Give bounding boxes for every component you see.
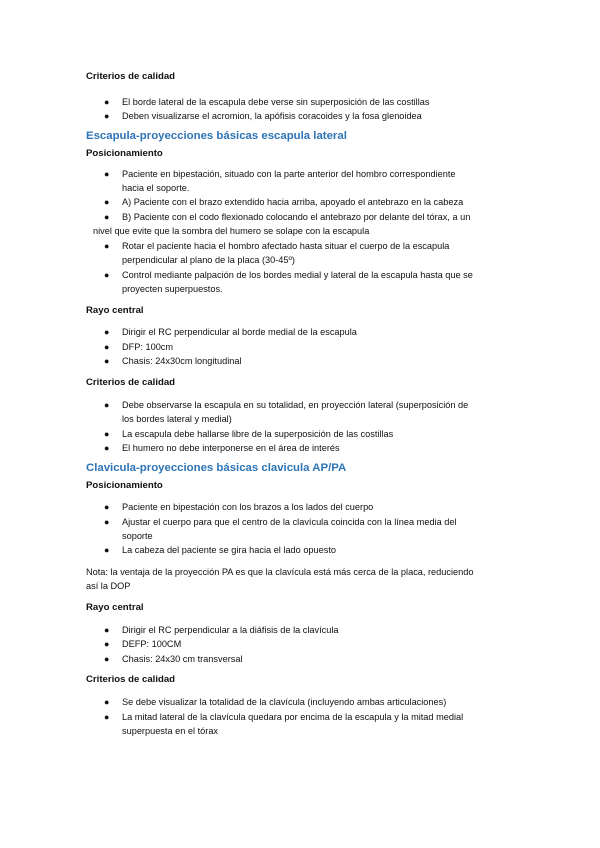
- central-ray-heading: Rayo central: [86, 305, 144, 316]
- list-item: Ajustar el cuerpo para que el centro de la clavícula coincida con la línea media del: [122, 517, 457, 527]
- bullet-icon: ●: [104, 169, 110, 179]
- section-title: Clavicula-proyecciones básicas clavicula AP/PA: [86, 462, 347, 474]
- bullet-icon: ●: [104, 712, 110, 722]
- bullet-icon: ●: [104, 212, 110, 222]
- list-item: B) Paciente con el codo flexionado colocando el antebrazo por delante del tórax, a un: [122, 212, 471, 222]
- bullet-icon: ●: [104, 356, 110, 366]
- note-paragraph: Nota: la ventaja de la proyección PA es que la clavícula está más cerca de la placa, reduciendo: [86, 567, 474, 577]
- quality-heading: Criterios de calidad: [86, 377, 176, 388]
- list-item: Paciente en bipestación, situado con la parte anterior del hombro correspondiente: [122, 169, 456, 179]
- list-item: Dirigir el RC perpendicular al borde medial de la escapula: [122, 327, 357, 337]
- list-item: El borde lateral de la escapula debe verse sin superposición de las costillas: [122, 97, 430, 107]
- bullet-icon: ●: [104, 502, 110, 512]
- quality-heading: Criterios de calidad: [86, 71, 176, 82]
- bullet-icon: ●: [104, 625, 110, 635]
- bullet-icon: ●: [104, 697, 110, 707]
- list-item: DFP: 100cm: [122, 342, 174, 352]
- list-item: Dirigir el RC perpendicular a la diáfisis de la clavícula: [122, 625, 339, 635]
- positioning-heading: Posicionamiento: [86, 148, 163, 159]
- bullet-icon: ●: [104, 327, 110, 337]
- list-item-continuation: soporte: [122, 531, 153, 541]
- list-item: La cabeza del paciente se gira hacia el lado opuesto: [122, 545, 337, 555]
- list-item-continuation: proyecten superpuestos.: [122, 284, 223, 294]
- bullet-icon: ●: [104, 197, 110, 207]
- list-item: DEFP: 100CM: [122, 639, 182, 649]
- note-paragraph-continuation: así la DOP: [86, 581, 131, 591]
- list-item: Chasis: 24x30cm longitudinal: [122, 356, 242, 366]
- bullet-icon: ●: [104, 342, 110, 352]
- list-item: Deben visualizarse el acromion, la apófisis coracoides y la fosa glenoidea: [122, 111, 422, 121]
- quality-heading: Criterios de calidad: [86, 674, 176, 685]
- list-item-continuation: perpendicular al plano de la placa (30-45º): [122, 255, 295, 265]
- list-item: A) Paciente con el brazo extendido hacia arriba, apoyado el antebrazo en la cabeza: [122, 197, 464, 207]
- section-title: Escapula-proyecciones básicas escapula lateral: [86, 130, 347, 142]
- list-item: Se debe visualizar la totalidad de la clavícula (incluyendo ambas articulaciones): [122, 697, 447, 707]
- central-ray-heading: Rayo central: [86, 602, 144, 613]
- bullet-icon: ●: [104, 545, 110, 555]
- bullet-icon: ●: [104, 400, 110, 410]
- bullet-icon: ●: [104, 429, 110, 439]
- bullet-icon: ●: [104, 639, 110, 649]
- list-item-continuation: superpuesta en el tórax: [122, 726, 219, 736]
- list-item-continuation: los bordes lateral y medial): [122, 414, 232, 424]
- bullet-icon: ●: [104, 443, 110, 453]
- list-item: La escapula debe hallarse libre de la superposición de las costillas: [122, 429, 394, 439]
- list-item: El humero no debe interponerse en el área de interés: [122, 443, 340, 453]
- list-item-continuation: hacia el soporte.: [122, 183, 190, 193]
- bullet-icon: ●: [104, 241, 110, 251]
- list-item-continuation: nivel que evite que la sombra del humero se solape con la escapula: [93, 226, 370, 236]
- bullet-icon: ●: [104, 270, 110, 280]
- list-item: La mitad lateral de la clavícula quedara por encima de la escapula y la mitad medial: [122, 712, 464, 722]
- bullet-icon: ●: [104, 517, 110, 527]
- bullet-icon: ●: [104, 97, 110, 107]
- positioning-heading: Posicionamiento: [86, 480, 163, 491]
- list-item: Paciente en bipestación con los brazos a los lados del cuerpo: [122, 502, 374, 512]
- list-item: Debe observarse la escapula en su totalidad, en proyección lateral (superposición de: [122, 400, 469, 410]
- bullet-icon: ●: [104, 111, 110, 121]
- bullet-icon: ●: [104, 654, 110, 664]
- list-item: Rotar el paciente hacia el hombro afectado hasta situar el cuerpo de la escapula: [122, 241, 450, 251]
- list-item: Chasis: 24x30 cm transversal: [122, 654, 243, 664]
- list-item: Control mediante palpación de los bordes medial y lateral de la escapula hasta que se: [122, 270, 473, 280]
